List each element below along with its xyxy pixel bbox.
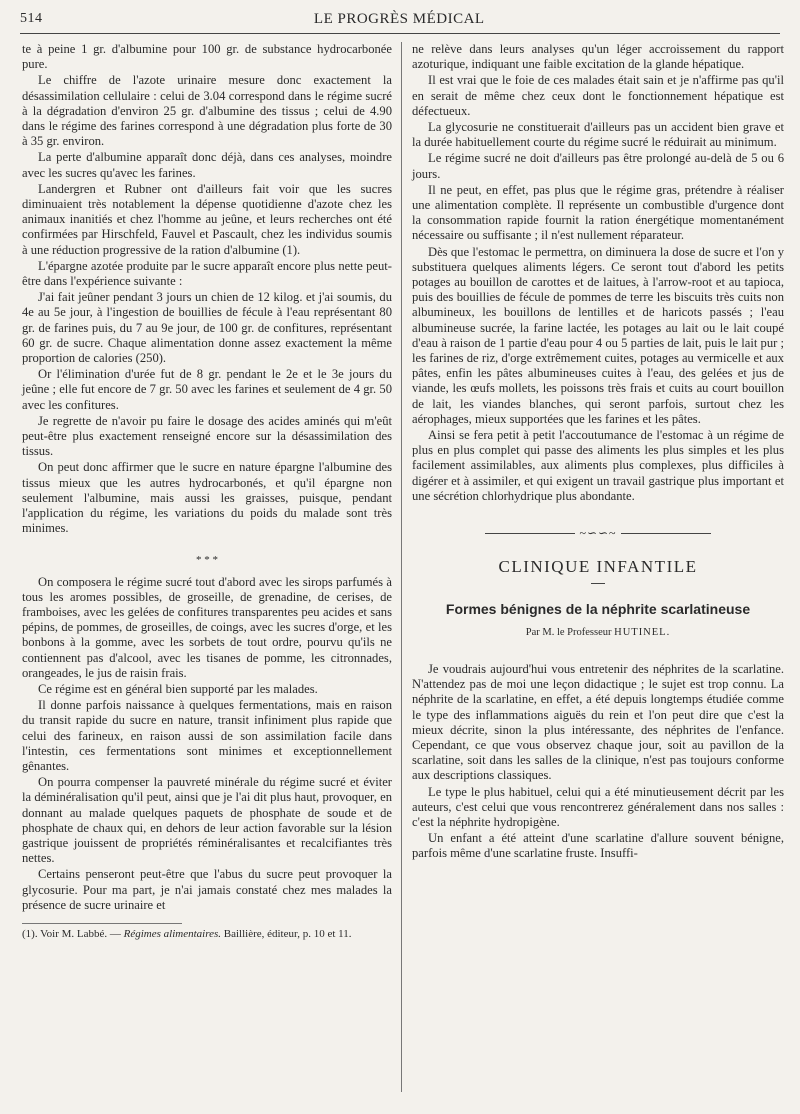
header-rule	[20, 33, 780, 34]
section-title-rule	[591, 583, 605, 584]
left-paragraph-2: Le chiffre de l'azote urinaire mesure donc exactement la désassimilation cellulaire : celui de 3.04 correspond dans le régime sucré à la dégradation d'environ 25 gr. d'albumine des tissus ; celui de 4.90 dans le régime des farines correspond à une dégradation plus forte de 30 à 35 gr. environ.	[22, 73, 392, 149]
ornament-flourish: ~∽∽~	[579, 526, 617, 541]
right-paragraph-5: Il ne peut, en effet, pas plus que le régime gras, prétendre à réaliser une alimentation complète. Il représente un combustible d'urgence dont la consommation rapide fournit la ration énergétique momentanément nécessaire ou suffisante ; il n'est nullement réparateur.	[412, 182, 784, 243]
article-title: Formes bénignes de la néphrite scarlatineuse	[445, 600, 751, 617]
ornament-line-left	[485, 533, 575, 534]
footnote	[22, 928, 392, 941]
left-paragraph-5: L'épargne azotée produite par le sucre apparaît encore plus nette peut-être dans l'expérience suivante :	[22, 258, 392, 289]
left-paragraph-13: On pourra compenser la pauvreté minérale du régime sucré et éviter la déminéralisation qu'il peut, ainsi que je l'ai dit plus haut, provoquer, en donnant au malade quelques paquets de phosphate de soude et de phosphate de chaux qui, en dehors de leur action favorable sur la lésion gastrique jouissent de propriétés réminéralisantes et recalcifiantes très nettes.	[22, 775, 392, 866]
section-title: CLINIQUE INFANTILE	[498, 557, 698, 577]
left-paragraph-7: Or l'élimination d'urée fut de 8 gr. pendant le 2e et le 3e jours du jeûne ; elle fut encore de 7 gr. 50 avec les farines et seulement de 4 gr. 50 avec les confitures.	[22, 367, 392, 412]
left-paragraph-1: te à peine 1 gr. d'albumine pour 100 gr. de substance hydrocarbonée pure.	[22, 42, 392, 72]
article-byline	[412, 625, 784, 640]
left-paragraph-9: On peut donc affirmer que le sucre en nature épargne l'albumine des tissus mieux que les autres hydrocarbonés, et qu'il épargne non seulement l'albumine, mais aussi les graisses, puisque, pendant l'application du régime, les variations du poids du malade sont très minimes.	[22, 460, 392, 536]
left-paragraph-11: Ce régime est en général bien supporté par les malades.	[38, 681, 318, 696]
left-paragraph-12: Il donne parfois naissance à quelques fermentations, mais en raison du transit rapide du sucre en nature, transit infiniment plus rapide que celui des farineux, en raison aussi de son assimilation facile dans l'intestin, ces fermentations sont minimes et exceptionnellement gênantes.	[22, 698, 392, 773]
article-paragraph-1: Je voudrais aujourd'hui vous entretenir des néphrites de la scarlatine. N'attendez pas de moi une leçon didactique ; le sujet est trop connu. La néphrite de la scarlatine, en effet, a été depuis longtemps étudiée comme le type des inflammations aiguës du rein et l'on peut dire que c'est la mieux décrite, sinon la plus intéressante, des néphrites de l'enfance. Cependant, ce que vous observez chaque jour, soit au pavillon de la scarlatine, soit dans les salles de la clinique, n'est pas toujours conforme aux descriptions classiques.	[412, 661, 784, 783]
article-paragraph-3: Un enfant a été atteint d'une scarlatine d'allure souvent bénigne, parfois même d'une scarlatine fruste. Insuffi-	[412, 831, 784, 861]
left-paragraph-14: Certains penseront peut-être que l'abus du sucre peut provoquer la glycosurie. Pour ma part, je n'ai jamais constaté chez mes malades la présence de sucre urinaire et	[22, 867, 392, 912]
byline-author: HUTINEL.	[614, 626, 671, 638]
right-paragraph-1: ne relève dans leurs analyses qu'un léger accroissement du rapport azoturique, indiquant une faible excitation de la glande hépatique.	[412, 42, 784, 72]
left-column	[22, 42, 392, 942]
footnote-rule	[22, 923, 182, 924]
left-paragraph-6: J'ai fait jeûner pendant 3 jours un chien de 12 kilog. et j'ai soumis, du 4e au 5e jour, à l'ingestion de bouillies de fécule à l'eau représentant 80 gr. de farines puis, du 7 au 9e jour, de 100 gr. de confitures, représentant 60 gr. de sucre. Chaque alimentation donne assez exactement la même proportion de calories (250).	[22, 290, 392, 366]
article-paragraph-2: Le type le plus habituel, celui qui a été minutieusement décrit par les auteurs, c'est celui que vous rencontrerez généralement dans nos salles : c'est la néphrite hydropigène.	[412, 784, 784, 829]
left-paragraph-4: Landergren et Rubner ont d'ailleurs fait voir que les sucres diminuaient très notablement la dépense quotidienne d'azote chez les animaux inanitiés et chez l'homme au jeûne, et leurs recherches ont été confirmées par Hirschfeld, Fauvel et Pascault, chez les individus soumis à une réduction progressive de la ration d'albumine (1).	[22, 181, 392, 257]
footnote-suffix: Baillière, éditeur, p. 10 et 11.	[223, 927, 352, 940]
right-paragraph-6: Dès que l'estomac le permettra, on diminuera la dose de sucre et l'on y substituera quelques aliments légers. Ce seront tout d'abord les petits potages au bouillon de carottes et de laitues, à l'arrow-root et au tapioca, puis des bouillies de fécule de pommes de terre les biscuits très cuits non albumineux, les bouillons de lentilles et de haricots passés ; l'eau albumineuse sucrée, la farine lactée, les potages au lait ou le lait coupé d'eau à raison de 1 partie d'eau pour 4 ou 5 parties de lait, puis le lait pur ; les farines de riz, d'orge extrêmement cuites, potages au vermicelle et aux pâtes, enfin les pâtes albumineuses cuites à l'eau, des gelées et jus de viande, les œufs mollets, les poissons très frais et cuits au court bouillon de lait, les viandes blanches, qui seront parfois, surtout chez les aérophages, mieux supportées que les farines et les pâtes.	[412, 244, 784, 426]
right-paragraph-3: La glycosurie ne constituerait d'ailleurs pas un accident bien grave et la durée habituellement courte du régime sucré le réduirait au minimum.	[412, 120, 784, 150]
right-column	[412, 42, 784, 863]
section-stars: * * *	[196, 553, 218, 566]
page-number: 514	[20, 11, 43, 26]
journal-title: LE PROGRÈS MÉDICAL	[313, 10, 485, 27]
footnote-title: Régimes alimentaires.	[123, 927, 221, 940]
left-paragraph-3: La perte d'albumine apparaît donc déjà, dans ces analyses, moindre avec les sucres qu'avec les farines.	[22, 150, 392, 180]
right-paragraph-4: Le régime sucré ne doit d'ailleurs pas être prolongé au-delà de 5 ou 6 jours.	[412, 151, 784, 181]
right-paragraph-2: Il est vrai que le foie de ces malades était sain et je n'affirme pas qu'il en serait de même chez ceux dont le fonctionnement hépatique est défectueux.	[412, 73, 784, 118]
right-paragraph-7: Ainsi se fera petit à petit l'accoutumance de l'estomac à un régime de plus en plus complet qui passe des aliments les plus simples et les plus facilement assimilables, aux aliments plus complexes, plus difficiles à digérer et à assimiler, et qui exigent un travail gastrique plus important et une sécrétion chlorhydrique plus abondante.	[412, 428, 784, 503]
page-header	[20, 8, 780, 30]
footnote-prefix: (1). Voir M. Labbé. —	[22, 927, 121, 940]
ornament-line-right	[621, 533, 711, 534]
left-paragraph-10: On composera le régime sucré tout d'abord avec les sirops parfumés à tous les aromes possibles, de groseille, de grenadine, de cerises, de framboises, avec les gelées de confitures transparentes peu acides et sans pépins, de pommes, de groseilles, de coings, avec les sucres d'orge, et les bonbons à la gomme, avec les sorbets de tout ordre, pourvu qu'ils ne contiennent pas d'alcool, avec les tisanes de pomme, les citronnades, orangeades, le jus de raisin frais.	[22, 574, 392, 680]
column-divider	[401, 42, 402, 1092]
ornament-divider	[412, 526, 784, 541]
left-paragraph-8: Je regrette de n'avoir pu faire le dosage des acides aminés qui m'eût peut-être plus exactement renseigné encore sur la désassimilation des tissus.	[22, 413, 392, 459]
byline-prefix: Par M. le Professeur	[525, 626, 612, 638]
